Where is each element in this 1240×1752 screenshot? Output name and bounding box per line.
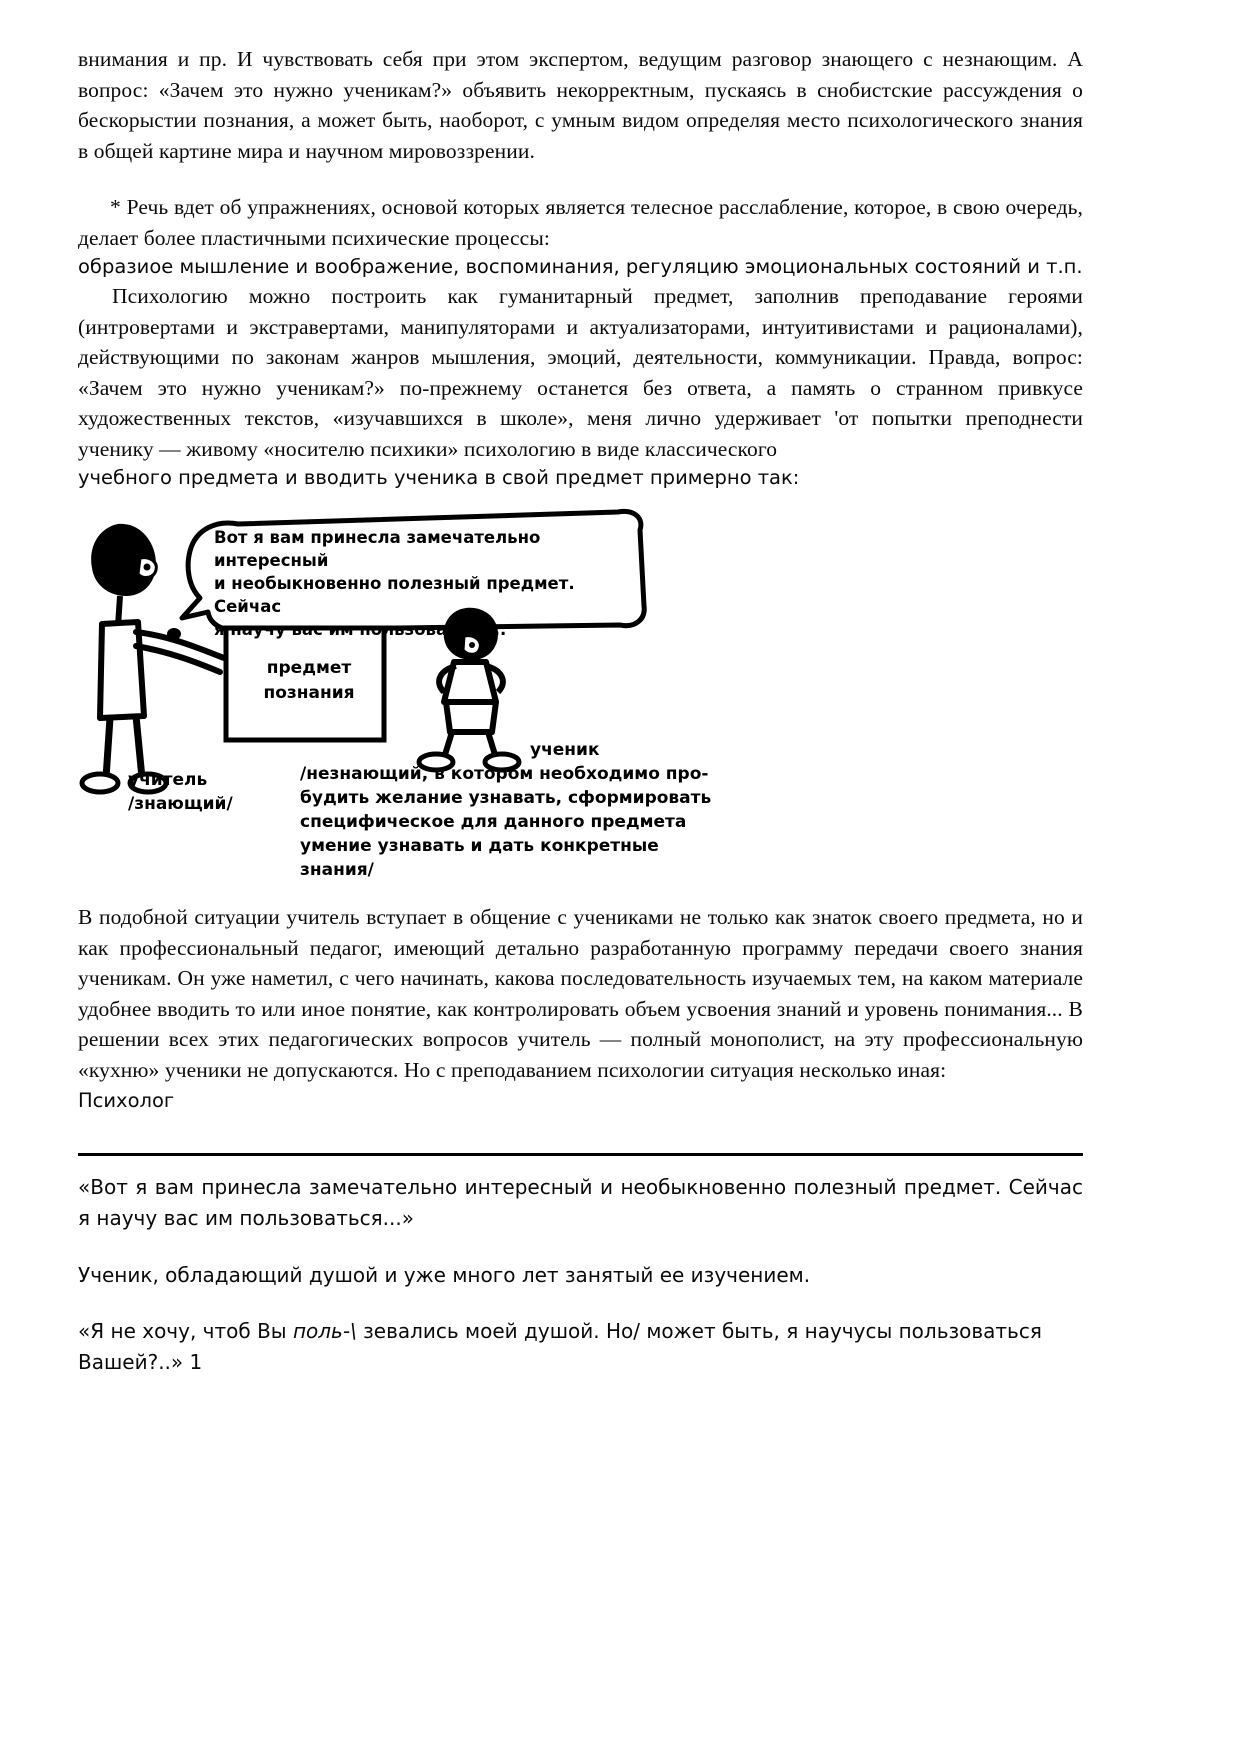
- quote-student-post: зевались моей душой. Но/ может быть, я научусы пользоваться Вашей?..» 1: [78, 1319, 1042, 1374]
- speech-bubble-line-3: я научу вас им пользоваться...: [214, 620, 507, 639]
- student-caption-line-4: умение узнавать и дать конкретные: [300, 836, 659, 856]
- student-eye: [469, 642, 475, 648]
- dialogue-student-description: Ученик, обладающий душой и уже много лет занятый ее изучением.: [78, 1263, 811, 1287]
- box-label-line-2: познания: [263, 683, 355, 703]
- spacer: [78, 166, 1083, 192]
- footnote-paragraph: * Речь вдет об упражнениях, основой которых является телесное расслабление, которое, в свою очередь, делает более пластичными психические процессы:: [78, 195, 1083, 250]
- dialogue-quote-student: [78, 1316, 1083, 1378]
- teacher-label-line-2: /знающий/: [128, 794, 233, 814]
- speaker-label: Психолог: [78, 1089, 175, 1112]
- knowledge-box-label: [244, 656, 374, 706]
- spacer: [78, 1290, 1083, 1316]
- speech-bubble-line-1: Вот я вам принесла замечательно интересный: [214, 528, 541, 570]
- main-paragraph-tail: учебного предмета и вводить ученика в свой предмет примерно так:: [78, 466, 800, 489]
- lower-paragraph: В подобной ситуации учитель вступает в общение с учениками не только как знаток своего предмета, но и как профессиональный педагог, имеющий детально разработанную программу передачи своего знания ученикам. Он уже наметил, с чего начинать, какова последовательность изучаемых тем, на каком материале удобнее вводить то или иное понятие, как контролировать объем усвоения знаний и уровень понимания... В решении всех этих педагогических вопросов учитель — полный монополист, на эту профессиональную «кухню» ученики не допускаются. Но с преподаванием психологии ситуация несколько иная:: [78, 905, 1083, 1082]
- footnote-continuation-line: образиое мышление и воображение, воспоминания, регуляцию эмоциональных состояний и т.п.: [78, 255, 1083, 278]
- student-caption-line-5: знания/: [300, 860, 374, 880]
- student-label: ученик: [530, 740, 600, 760]
- student-caption-line-2: будить желание узнавать, сформировать: [300, 788, 712, 808]
- quote-student-italic: поль-\: [292, 1319, 357, 1343]
- spacer: [78, 1234, 1083, 1260]
- teacher-eye: [144, 564, 151, 571]
- top-paragraph: внимания и пр. И чувствовать себя при этом экспертом, ведущим разговор знающего с незнающим. А вопрос: «Зачем это нужно ученикам?» объявить некорректным, пускаясь в снобистские рассуждения о бескорыстии познания, а может быть, наоборот, с умным видом определяя место психологического знания в общей картине мира и научном мировоззрении.: [78, 47, 1083, 163]
- speech-bubble-line-2: и необыкновенно полезный предмет. Сейчас: [214, 574, 575, 616]
- teacher-label-line-1: учитель: [128, 770, 208, 790]
- student-caption: [300, 762, 720, 882]
- spacer: [78, 1115, 1083, 1153]
- page-content: [78, 44, 1083, 1378]
- student-caption-line-1: /незнающий, в котором необходимо про-: [300, 764, 709, 784]
- spacer: [78, 1156, 1083, 1172]
- main-paragraph: Психологию можно построить как гуманитарный предмет, заполнив преподавание героями (интровертами и экстравертами, манипуляторами и актуализаторами, интуитивистами и рационалами), действующими по законам жанров мышления, эмоций, деятельности, коммуникации. Правда, вопрос: «Зачем это нужно ученикам?» по-прежнему останется без ответа, а память о странном привкусе художественных текстов, «изучавшихся в школе», меня лично удерживает 'от попытки преподнести ученику — живому «носителю психики» психологию в виде классического: [78, 284, 1083, 461]
- teacher-foot-left: [82, 774, 118, 792]
- quote-student-pre: «Я не хочу, чтоб Вы: [78, 1319, 293, 1343]
- spacer: [78, 492, 1083, 506]
- student-shorts: [446, 702, 496, 732]
- student-caption-line-3: специфическое для данного предмета: [300, 812, 687, 832]
- teacher-leg-left: [106, 718, 110, 778]
- teacher-label: [128, 768, 233, 816]
- box-label-line-1: предмет: [266, 658, 352, 678]
- dialogue-quote-psychologist: «Вот я вам принесла замечательно интересный и необыкновенно полезный предмет. Сейчас я научу вас им пользоваться...»: [78, 1175, 1083, 1230]
- illustration-figure: [78, 506, 1083, 880]
- teacher-torso: [100, 622, 144, 718]
- speech-bubble-text: [214, 526, 634, 641]
